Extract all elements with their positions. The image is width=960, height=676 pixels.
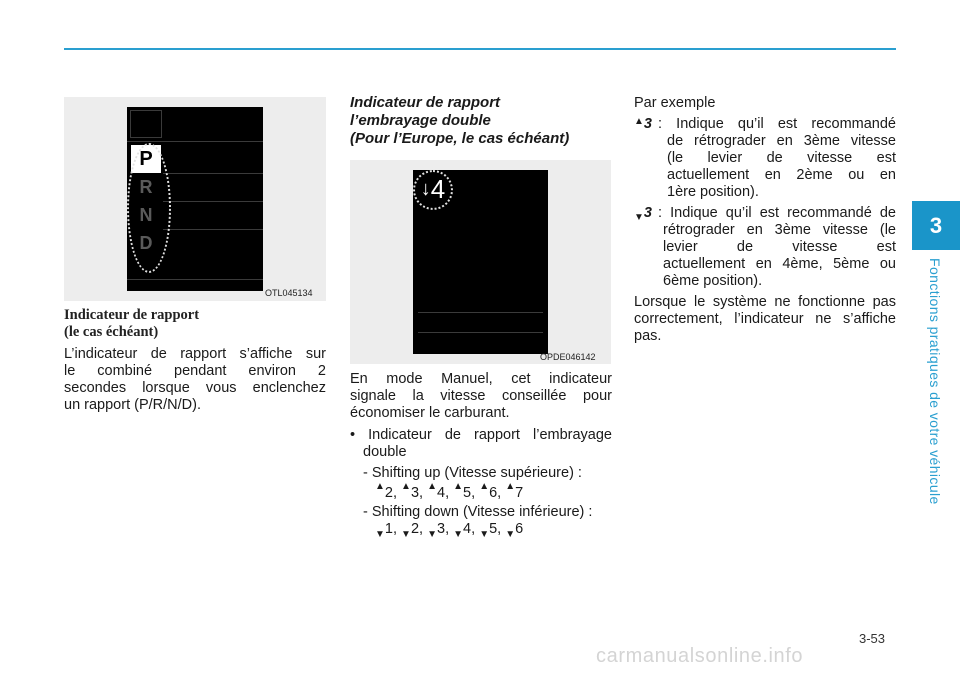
top-rule	[64, 48, 896, 50]
indicator-gear: 4	[430, 173, 446, 204]
down-triangle-icon: ▼	[634, 212, 644, 223]
text-line: En mode Manuel, cet indicateur	[350, 371, 612, 387]
text-line: le combiné pendant environ 2	[64, 363, 326, 379]
shift-down-label: - Shifting down (Vitesse inférieure) :	[363, 504, 593, 520]
gear-indicator-figure	[64, 97, 326, 301]
divider-line	[163, 201, 263, 202]
shift-indicator-figure	[350, 160, 611, 364]
up-triangle-icon: ▲	[479, 481, 490, 492]
divider-line	[127, 279, 263, 280]
gear-value: 3	[437, 521, 446, 537]
gear-value: 4	[437, 485, 446, 501]
up-triangle-icon: ▲	[401, 481, 411, 492]
text-line: levier de vitesse est	[663, 239, 896, 255]
cluster-screen	[413, 170, 548, 354]
text-line: de rétrograder en 3ème vitesse	[667, 133, 896, 149]
up-triangle-icon: ▲	[634, 116, 644, 127]
section2-paragraph	[350, 371, 612, 422]
upshift-example	[634, 116, 896, 202]
failure-note	[634, 294, 896, 345]
gear-value: 6	[489, 485, 498, 501]
text-line: signale la vitesse conseillée pour	[350, 388, 612, 404]
text-line: 1ère position).	[667, 184, 759, 200]
gear-value: 4	[463, 521, 472, 537]
down-triangle-icon: ▼	[427, 529, 437, 540]
text-line: actuellement en 2ème ou en	[667, 167, 896, 183]
shift-down-indicator	[416, 172, 450, 206]
heading-line: (le cas échéant)	[64, 324, 159, 340]
text-line: correctement, l’indicateur ne s’affiche	[634, 311, 896, 327]
gear-value: 5	[463, 485, 472, 501]
divider-line	[163, 173, 263, 174]
gear-value: 3	[643, 116, 652, 132]
bullet-item-cont: double	[363, 444, 407, 460]
gear-value: 3	[410, 485, 420, 501]
shift-up-sequence: ▲2, ▲3, ▲4, ▲5, ▲6, ▲7	[375, 481, 524, 501]
highlight-oval	[127, 143, 171, 273]
gear-value: 3	[643, 205, 652, 221]
section1-paragraph	[64, 346, 326, 414]
down-triangle-icon: ▼	[375, 529, 385, 540]
upshift-symbol	[634, 116, 652, 134]
shift-up-label: - Shifting up (Vitesse supérieure) :	[363, 465, 582, 481]
up-triangle-icon: ▲	[427, 481, 437, 492]
figure-code: OTL045134	[265, 288, 313, 298]
bullet-item: • Indicateur de rapport l’embrayage	[350, 427, 612, 443]
text-line: actuellement en 4ème, 5ème ou	[663, 256, 896, 272]
gear-value: 5	[489, 521, 498, 537]
divider-line	[163, 229, 263, 230]
shift-down-sequence: $_▼$1, $_▼$2, $_▼$3, $_▼$4, $_▼$5, $_▼$6	[375, 521, 524, 540]
chapter-title: Fonctions pratiques de votre véhicule	[927, 258, 943, 505]
display-slot	[130, 110, 162, 138]
text-line: : Indique qu’il est recommandé de	[658, 205, 896, 221]
section2-heading	[350, 94, 620, 148]
divider-line	[418, 312, 543, 313]
gear-value: 2	[410, 521, 420, 537]
text-line: Lorsque le système ne fonctionne pas	[634, 294, 896, 310]
text-line: : Indique qu’il est recommandé	[658, 116, 896, 132]
gear-value: 2	[384, 485, 393, 501]
downshift-example	[634, 205, 896, 291]
heading-line: Indicateur de rapport	[350, 94, 501, 111]
watermark: carmanualsonline.info	[596, 645, 804, 667]
gear-p: P	[131, 145, 161, 173]
gear-d: D	[139, 232, 153, 253]
heading-line: Indicateur de rapport	[64, 307, 200, 323]
down-triangle-icon: ▼	[453, 529, 464, 540]
up-triangle-icon: ▲	[453, 481, 464, 492]
gear-n: N	[139, 204, 153, 225]
gear-value: 1	[384, 521, 393, 537]
text-line: un rapport (P/R/N/D).	[64, 397, 201, 413]
downshift-symbol	[634, 205, 652, 223]
down-arrow-icon: ↓	[420, 177, 431, 200]
gear-r: R	[139, 176, 153, 197]
example-intro: Par exemple	[634, 95, 716, 111]
text-line: secondes lorsque vous enclenchez	[64, 380, 326, 396]
heading-line: l’embrayage double	[350, 112, 491, 129]
down-triangle-icon: ▼	[505, 529, 516, 540]
section1-heading	[64, 307, 326, 341]
down-triangle-icon: ▼	[479, 529, 490, 540]
chapter-tab: 3	[912, 201, 960, 250]
cluster-screen	[127, 107, 263, 291]
page-number: 3-53	[859, 631, 886, 646]
figure-code: OPDE046142	[540, 352, 596, 362]
text-line: économiser le carburant.	[350, 405, 510, 421]
text-line: rétrograder en 3ème vitesse (le	[663, 222, 896, 238]
text-line: (le levier de vitesse est	[667, 150, 896, 166]
up-triangle-icon: ▲	[375, 481, 385, 492]
down-triangle-icon: ▼	[401, 529, 411, 540]
heading-line: (Pour l’Europe, le cas échéant)	[350, 130, 570, 147]
up-triangle-icon: ▲	[505, 481, 516, 492]
text-line: pas.	[634, 328, 662, 344]
gear-value: 6	[515, 521, 524, 537]
text-line: 6ème position).	[663, 273, 763, 289]
text-line: L’indicateur de rapport s’affiche sur	[64, 346, 326, 362]
divider-line	[418, 332, 543, 333]
divider-line	[127, 141, 263, 142]
gear-value: 7	[515, 485, 524, 501]
